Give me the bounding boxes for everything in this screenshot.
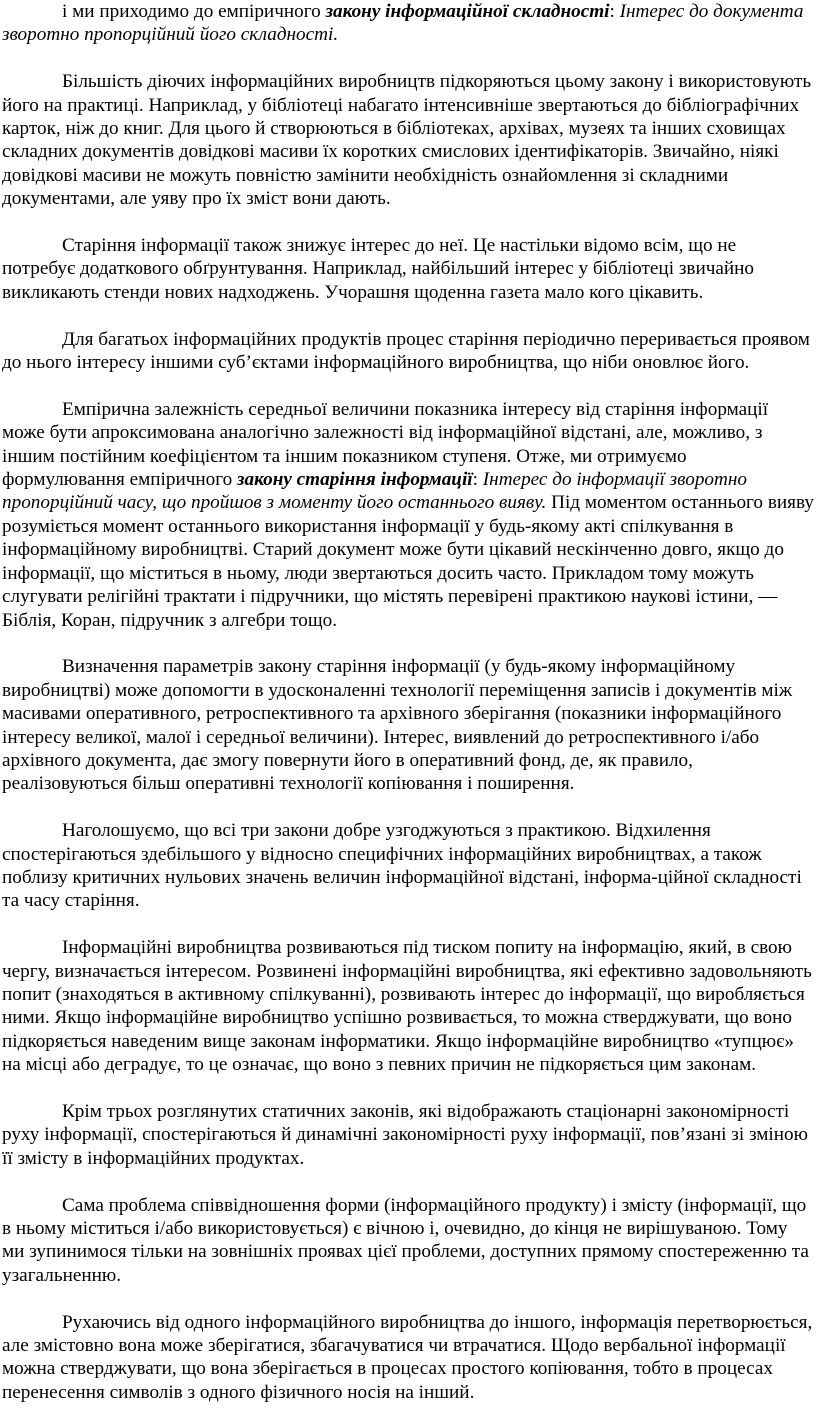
- colon: :: [609, 1, 620, 22]
- paragraph-dynamic-laws: Крім трьох розглянутих статичних законів, які відображають стаціонарні закономірності руху інформації, спостерігаються й динамічні закономірності руху інформації, пов’язані зі зміною її змісту в інформаційних продуктах.: [2, 1100, 808, 1169]
- paragraph-laws-agreement: Наголошуємо, що всі три закони добре узгоджуються з практикою. Відхилення спостерігаються здебільшого у відносно специфічних інформаційних виробництвах, а також поблизу критичних нульових значень величин інформаційної відстані, інформа-ційної складності та часу старіння.: [2, 820, 802, 912]
- paragraph-law-of-aging: [2, 398, 814, 632]
- paragraph-production-demand: Інформаційні виробництва розвиваються під тиском попиту на інформацію, який, в свою чергу, визначається інтересом. Розвинені інформаційні виробництва, які ефективно задовольняють попит (знаходяться в активному спілкуванні), розвивають інтерес до інформації, що виробляється ними. Якщо інформаційне виробництво успішно розвивається, то можна стверджувати, що воно підкоряється наведеним вище законам інформатики. Якщо інформаційне виробництво «тупцює» на місці або деградує, то це означає, що воно з певних причин не підкоряється цим законам.: [2, 937, 812, 1076]
- law-name-aging: закону старіння інформації: [237, 469, 473, 491]
- colon: :: [472, 469, 483, 491]
- paragraph-text: і ми приходимо до емпіричного: [62, 1, 326, 22]
- paragraph-text: Під моментом останнього вияву розуміється момент останнього використання інформації у будь-якому акті спілкування в інформаційному виробництві. Старий документ може бути цікавий нескінченно довго, якщо до інформації, що міститься в ньому, люди звертаються досить часто. Прикладом тому можуть слугувати релігійні трактати і підручники, що містять перевірені практикою наукові істини, — Біблія, Коран, підручник з алгебри тощо.: [2, 492, 814, 631]
- law-statement-complexity: Інтерес до документа зворотно пропорційний його складності.: [2, 1, 804, 46]
- paragraph-law-of-complexity: [2, 0, 814, 47]
- paragraph-information-transformation: Рухаючись від одного інформаційного виробництва до іншого, інформація перетворюється, але змістовно вона може зберігатися, збагачуватися чи втрачатися. Щодо вербальної інформації можна стверджувати, що вона зберігається в процесах простого копіювання, тобто в процесах перенесення символів з одного фізичного носія на інший.: [2, 1311, 813, 1403]
- paragraph-aging-interest: Старіння інформації також знижує інтерес до неї. Це настільки відомо всім, що не потребує додаткового обґрунтування. Наприклад, найбільший інтерес у бібліотеці звичайно викликають стенди нових надходжень. Учорашня щоденна газета мало кого цікавить.: [2, 235, 755, 303]
- paragraph-aging-interrupted: Для багатьох інформаційних продуктів процес старіння періодично переривається проявом до нього інтересу іншими суб’єктами інформаційного виробництва, що ніби оновлює його.: [2, 328, 810, 374]
- law-statement-aging: Інтерес до інформації зворотно пропорційний часу, що пройшов з моменту його останнього вияву.: [2, 469, 747, 514]
- paragraph-text: Емпірична залежність середньої величини показника інтересу від старіння інформації може бути апроксимована аналогічно залежності від інформаційної відстані, але, можливо, з іншим постійним коефіцієнтом та іншим показником ступеня. Отже, ми отримуємо формулювання емпіричного: [2, 398, 769, 491]
- law-name-complexity: закону інформаційної складності: [325, 1, 610, 22]
- paragraph-aging-parameters: Визначення параметрів закону старіння інформації (у будь-якому інформаційному виробництві) може допомогти в удосконаленні технології переміщення записів і документів між масивами оперативного, ретроспективного та архівного зберігання (показники інформаційного інтересу великої, малої і середньої величини). Інтерес, виявлений до ретроспективного і/або архівного документа, дає змогу повернути його в оперативний фонд, де, як правило, реалізовуються більш оперативні технології копіювання і поширення.: [2, 656, 793, 795]
- paragraph-reference-arrays: Більшість діючих інформаційних виробництв підкоряються цьому закону і використовують його на практиці. Наприклад, у бібліотеці набагато інтенсивніше звертаються до бібліографічних карток, ніж до книг. Для цього й створюються в бібліотеках, архівах, музеях та інших сховищах складних документів довідкові масиви їх коротких смислових ідентифікаторів. Звичайно, ніякі довідкові масиви не можуть повністю замінити необхідність ознайомлення зі складними документами, але уяву про їх зміст вони дають.: [2, 71, 812, 210]
- paragraph-form-content: Сама проблема співвідношення форми (інформаційного продукту) і змісту (інформації, що в ньому міститься і/або використовується) є вічною і, очевидно, до кінця не вирішуваною. Тому ми зупинимося тільки на зовнішніх проявах цієї проблеми, доступних прямому спостереженню та узагальненню.: [2, 1194, 809, 1286]
